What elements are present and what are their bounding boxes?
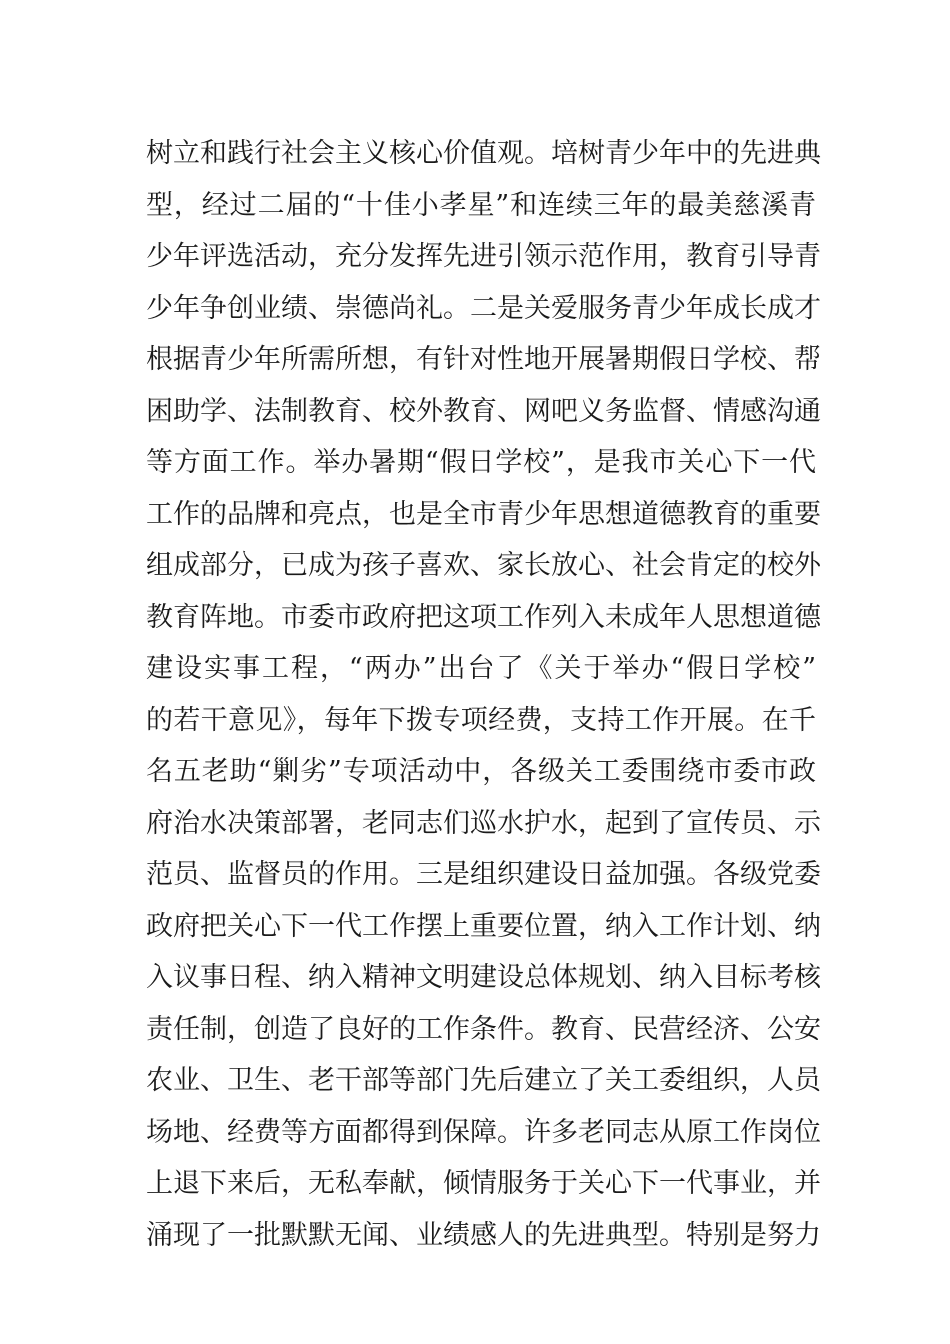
text-line: 的若干意见》，每年下拨专项经费，支持工作开展。在千: [146, 704, 816, 736]
text-line: 树立和践行社会主义核心价值观。培树青少年中的先进典: [146, 138, 821, 169]
text-line: 府治水决策部署，老同志们巡水护水，起到了宣传员、示: [146, 807, 821, 839]
text-line: 名五老助“剿劣”专项活动中，各级关工委围绕市委市政: [146, 756, 816, 787]
text-line: 责任制，创造了良好的工作条件。教育、民营经济、公安: [146, 1013, 821, 1045]
text-line: 少年争创业绩、崇德尚礼。二是关爱服务青少年成长成才: [146, 292, 821, 324]
text-line: 工作的品牌和亮点，也是全市青少年思想道德教育的重要: [146, 498, 821, 530]
text-line: 根据青少年所需所想，有针对性地开展暑期假日学校、帮: [146, 344, 821, 375]
text-line: 政府把关心下一代工作摆上重要位置，纳入工作计划、纳: [146, 910, 821, 942]
text-line: 型，经过二届的“十佳小孝星”和连续三年的最美慈溪青: [146, 189, 816, 221]
text-line: 范员、监督员的作用。三是组织建设日益加强。各级党委: [146, 859, 821, 890]
text-line: 困助学、法制教育、校外教育、网吧义务监督、情感沟通: [146, 395, 821, 427]
text-line: 农业、卫生、老干部等部门先后建立了关工委组织，人员: [146, 1065, 821, 1096]
text-line: 建设实事工程，“两办”出台了《关于举办“假日学校”: [146, 653, 816, 684]
text-line: 组成部分，已成为孩子喜欢、家长放心、社会肯定的校外: [146, 550, 821, 581]
text-line: 上退下来后，无私奉献，倾情服务于关心下一代事业，并: [146, 1168, 821, 1199]
text-line: 少年评选活动，充分发挥先进引领示范作用，教育引导青: [146, 241, 821, 272]
text-line: 涌现了一批默默无闻、业绩感人的先进典型。特别是努力: [146, 1219, 821, 1251]
text-line: 场地、经费等方面都得到保障。许多老同志从原工作岗位: [146, 1116, 821, 1148]
text-line: 入议事日程、纳入精神文明建设总体规划、纳入目标考核: [146, 962, 821, 993]
body-text: [146, 131, 821, 1264]
text-line: 教育阵地。市委市政府把这项工作列入未成年人思想道德: [146, 601, 821, 633]
text-line: 等方面工作。举办暑期“假日学校”，是我市关心下一代: [146, 447, 816, 478]
